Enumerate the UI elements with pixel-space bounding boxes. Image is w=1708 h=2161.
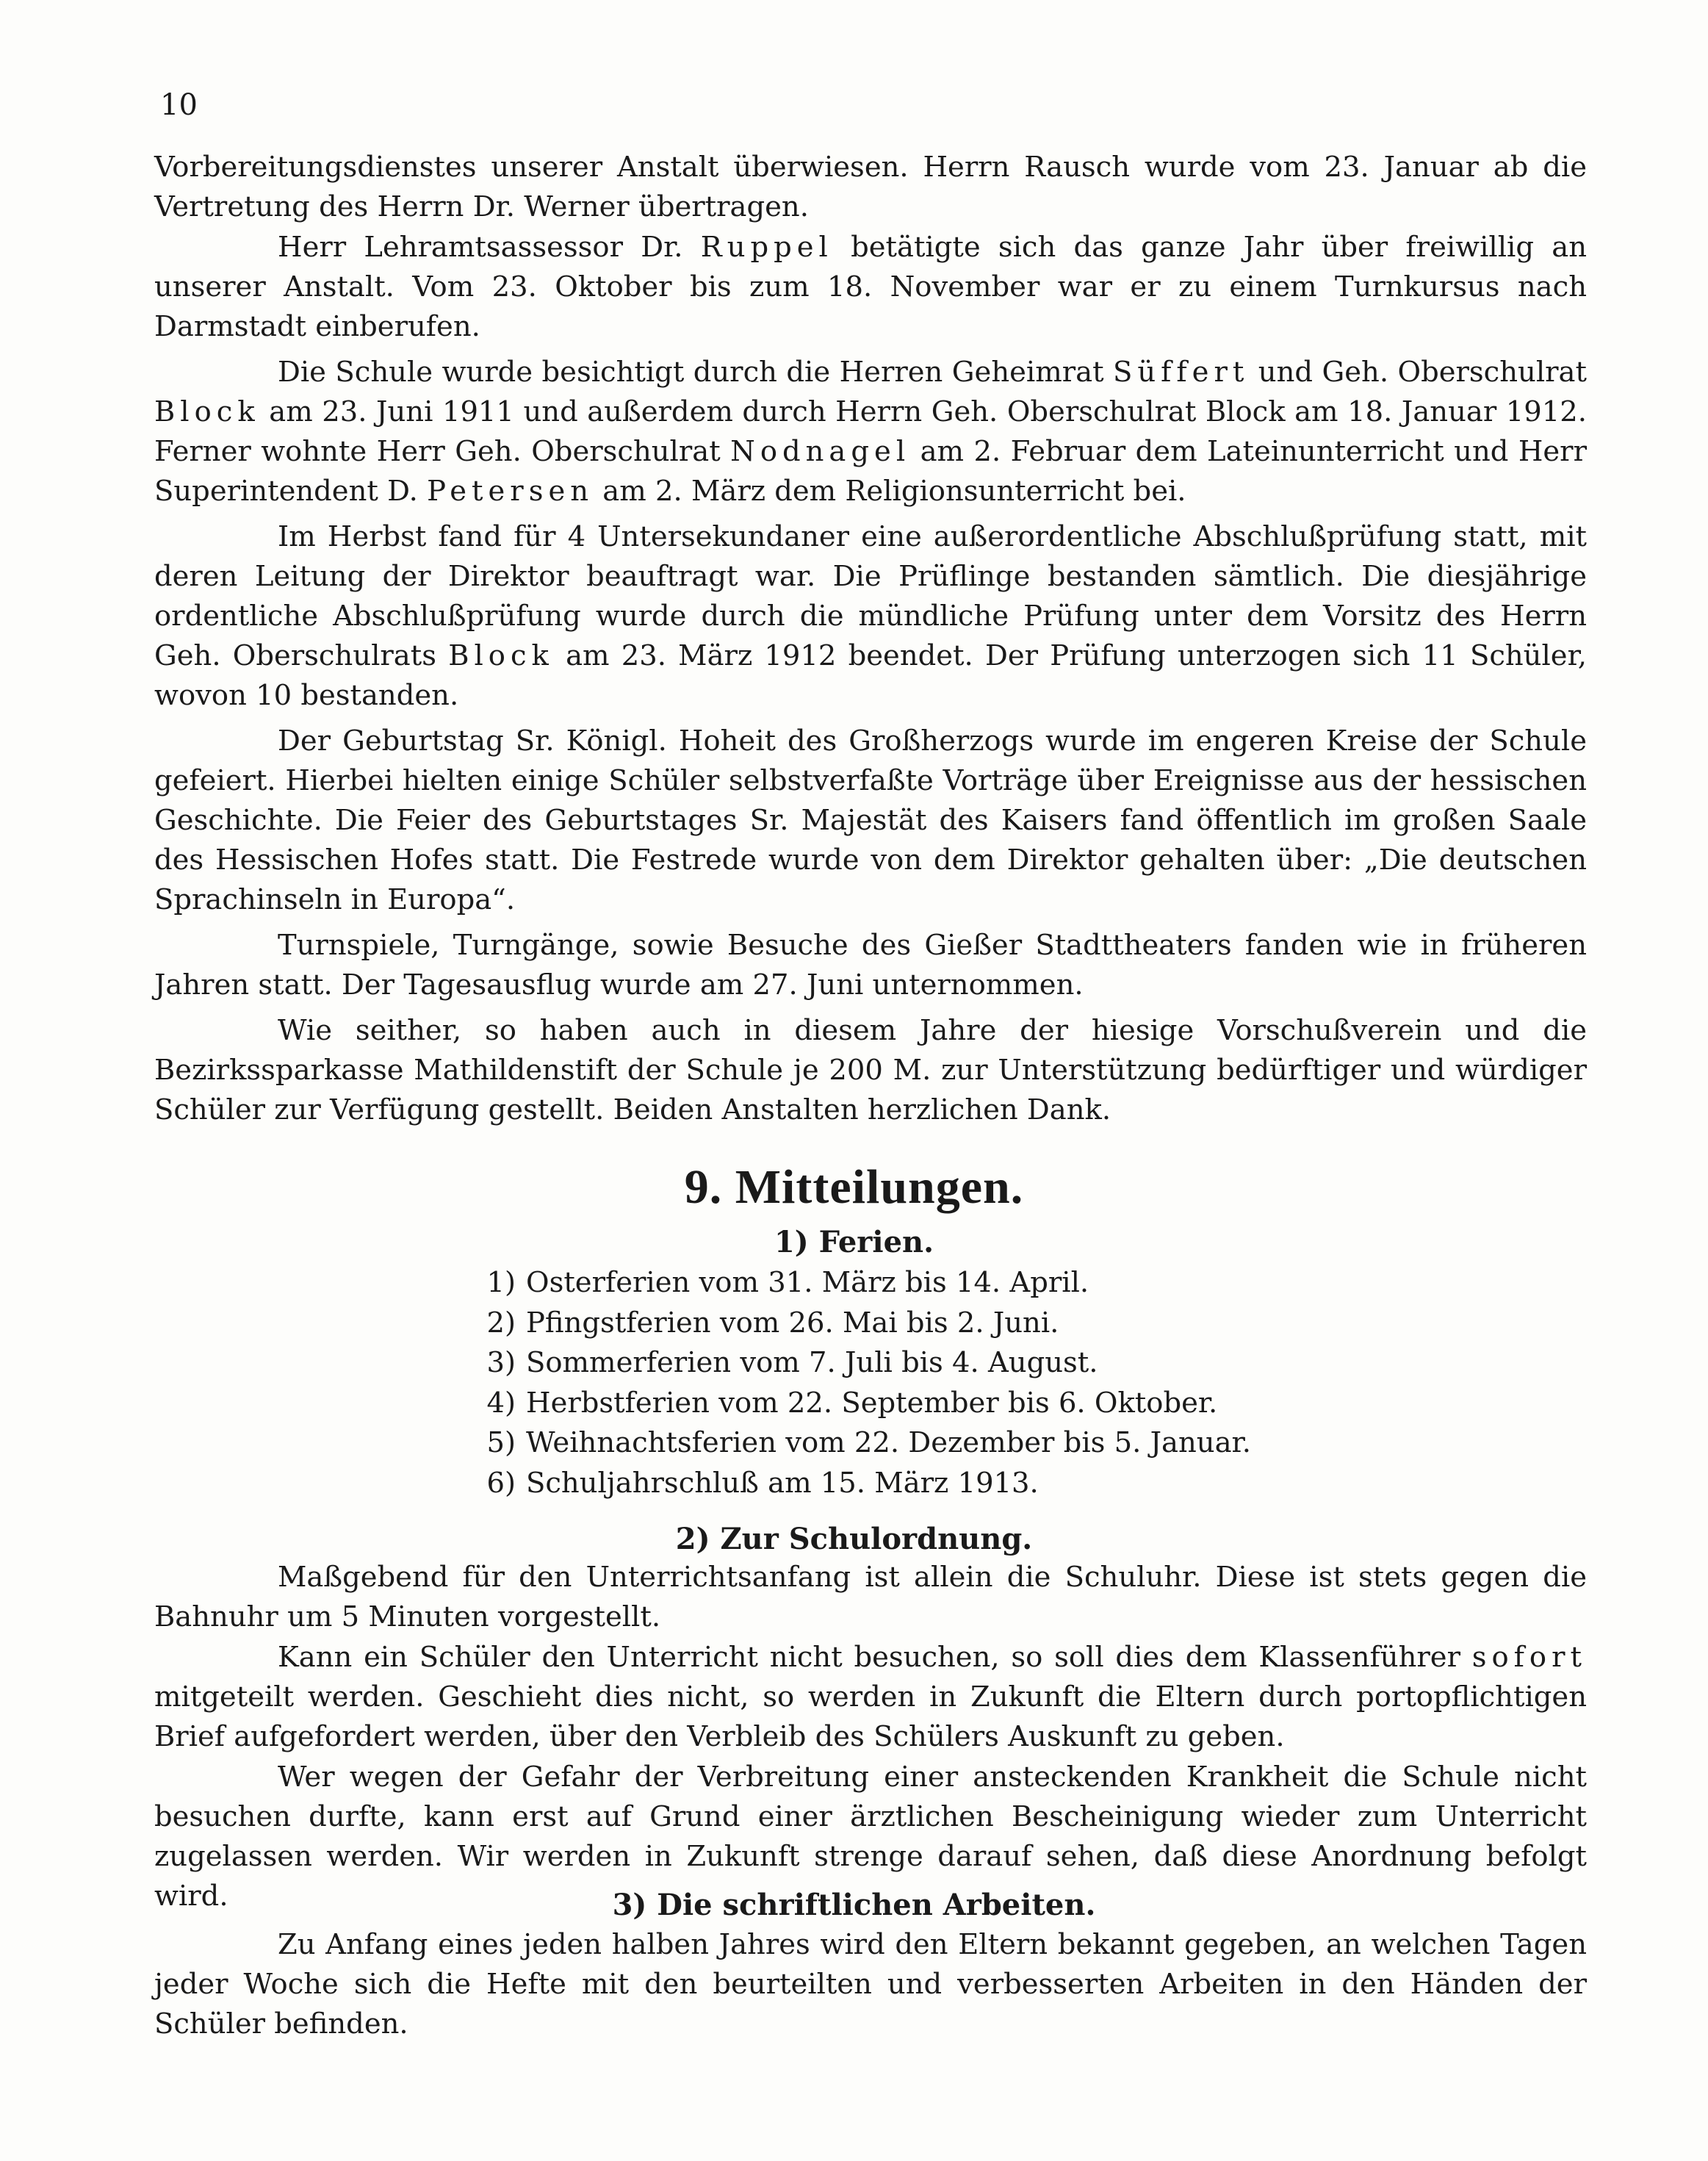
section-title: 9. Mitteilungen. [684,1160,1024,1214]
list-item: 1) Osterferien vom 31. März bis 14. April. [486,1266,1089,1299]
list-item: 4) Herbstferien vom 22. September bis 6. Oktober. [486,1386,1218,1420]
spaced-name: Petersen [427,475,594,508]
spaced-name: Block [154,395,260,428]
text-run: Der Geburtstag Sr. Königl. Hoheit des Großherzogs wurde im engeren Kreise der Schule gefeiert. Hierbei hielten einige Schüler selbstverfaßte Vorträge über Ereignisse aus der hessischen Geschichte. Die Feier des Geburtstages Sr. Majestät des Kaisers fand öffentlich im großen Saale des Hessischen Hofes statt. Die Festrede wurde von dem Direktor gehalten über: „Die deutschen Sprachinseln in Europa“. [154,724,1587,916]
text-run: Turnspiele, Turngänge, sowie Besuche des Gießer Stadttheaters fanden wie in früheren Jahren statt. Der Tagesausflug wurde am 27. Juni unternommen. [154,929,1587,1002]
list-item: 5) Weihnachtsferien vom 22. Dezember bis 5. Januar. [486,1426,1251,1459]
text-run: am 23. Juni 1911 und außerdem durch Herrn Geh. Oberschulrat Block am 18. Januar 1912. Ferner wohnte Herr Geh. Oberschulrat [154,395,1587,468]
text-run: Die Schule wurde besichtigt durch die Herren Geheimrat [278,356,1114,389]
paragraph [154,148,1587,227]
paragraph [154,353,1587,511]
intro-text [154,148,1587,1130]
paragraph [154,926,1587,1005]
text-run: Wer wegen der Gefahr der Verbreitung einer ansteckenden Krankheit die Schule nicht besuchen durfte, kann erst auf Grund einer ärztlichen Bescheinigung wieder zum Unterricht zugelassen werden. Wir werden in Zukunft strenge darauf sehen, daß diese Anordnung befolgt wird. [154,1761,1587,1913]
text-run: am 23. März 1912 beendet. Der Prüfung unterzogen sich 11 Schüler, wovon 10 bestanden. [154,639,1587,712]
arbeiten-heading: 3) Die schriftlichen Arbeiten. [612,1888,1096,1922]
schulordnung-heading: 2) Zur Schulordnung. [675,1522,1033,1556]
list-item: 6) Schuljahrschluß am 15. März 1913. [486,1466,1039,1500]
spaced-name: Süffert [1113,356,1250,389]
spaced-name: Ruppel [700,231,833,264]
schulordnung-text [154,1558,1587,1916]
paragraph [154,228,1587,347]
text-run: Zu Anfang eines jeden halben Jahres wird den Eltern bekannt gegeben, an welchen Tagen jeder Woche sich die Hefte mit den beurteilten und verbesserten Arbeiten in den Händen der Schüler befinden. [154,1928,1587,2040]
text-run: betätigte sich das ganze Jahr über freiwillig an unserer Anstalt. Vom 23. Oktober bis zum 18. November war er zu einem Turnkursus nach Darmstadt einberufen. [154,231,1587,343]
list-item: 3) Sommerferien vom 7. Juli bis 4. August. [486,1346,1098,1379]
text-run: Maßgebend für den Unterrichtsanfang ist allein die Schuluhr. Diese ist stets gegen die Bahnuhr um 5 Minuten vorgestellt. [154,1561,1587,1633]
arbeiten-text [154,1925,1587,2044]
spaced-name: Block [448,639,554,672]
text-run: mitgeteilt werden. Geschieht dies nicht, so werden in Zukunft die Eltern durch portopflichtigen Brief aufgefordert werden, über den Verbleib des Schülers Auskunft zu geben. [154,1680,1587,1753]
text-run: Herr Lehramtsassessor Dr. [278,231,701,264]
text-run: Wie seither, so haben auch in diesem Jahre der hiesige Vorschußverein und die Bezirkssparkasse Mathildenstift der Schule je 200 M. zur Unterstützung bedürftiger und würdiger Schüler zur Verfügung gestellt. Beiden Anstalten herzlichen Dank. [154,1014,1587,1126]
paragraph [154,1558,1587,1637]
vacation-list [472,1263,1251,1503]
text-run: Im Herbst fand für 4 Untersekundaner eine außerordentliche Abschlußprüfung statt, mit deren Leitung der Direktor beauftragt war. Die Prüflinge bestanden sämtlich. Die diesjährige ordentliche Abschlußprüfung wurde durch die mündliche Prüfung unter dem Vorsitz des Herrn Geh. Oberschulrats [154,520,1587,672]
spaced-name: sofort [1471,1641,1587,1674]
text-run: am 2. Februar dem Lateinunterricht und Herr Superintendent D. [154,435,1587,508]
paragraph [154,1638,1587,1757]
paragraph [154,1925,1587,2044]
paragraph [154,517,1587,716]
text-run: und Geh. Oberschulrat [1249,356,1587,389]
page-number: 10 [160,88,198,122]
spaced-name: Nodnagel [730,435,911,468]
text-run: Vorbereitungsdienstes unserer Anstalt überwiesen. Herrn Rausch wurde vom 23. Januar ab die Vertretung des Herrn Dr. Werner übertragen. [154,151,1587,223]
text-run: Kann ein Schüler den Unterricht nicht besuchen, so soll dies dem Klassenführer [278,1641,1472,1674]
ferien-heading: 1) Ferien. [774,1225,934,1259]
paragraph [154,1011,1587,1130]
text-run: am 2. März dem Religionsunterricht bei. [594,475,1186,508]
list-item: 2) Pfingstferien vom 26. Mai bis 2. Juni. [486,1306,1059,1340]
paragraph [154,722,1587,920]
